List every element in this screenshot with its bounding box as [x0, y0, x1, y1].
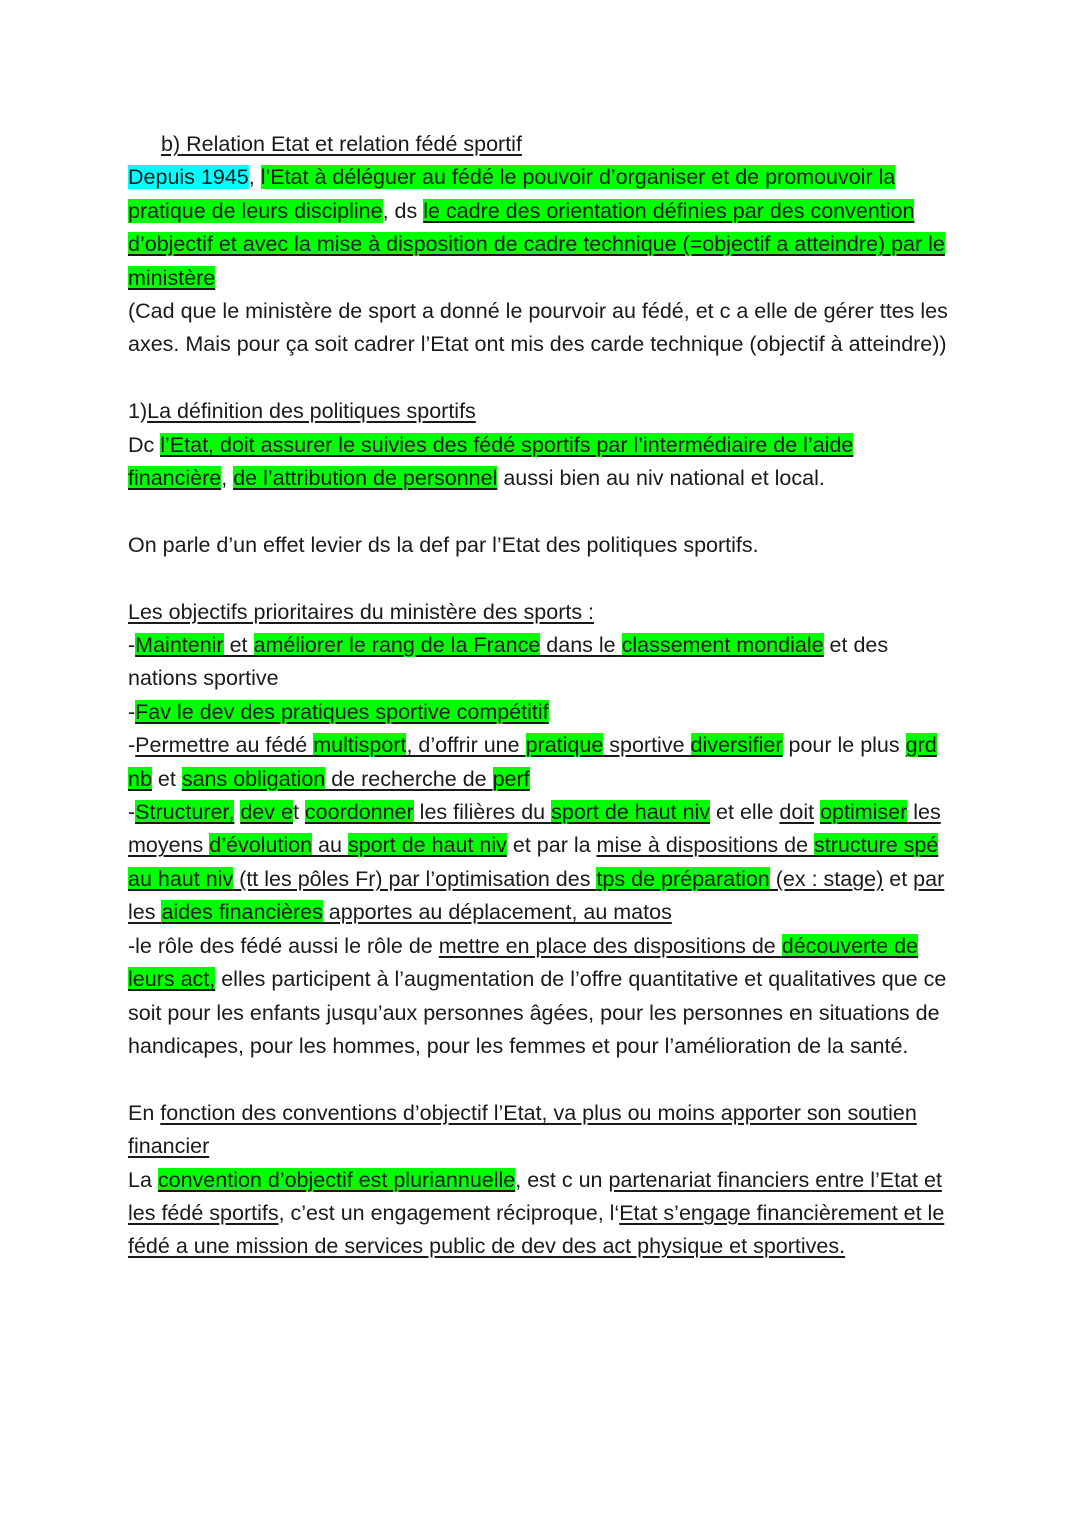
highlighted-text: Depuis 1945 — [128, 165, 249, 190]
blank-line — [128, 1063, 958, 1096]
text-run: et — [883, 866, 914, 891]
text-run: doit — [779, 800, 815, 825]
highlighted-text: sans obligation — [181, 766, 326, 791]
paragraph — [128, 696, 958, 729]
highlighted-text: perf — [492, 766, 530, 791]
text-run: partenariat financiers entre l’Etat et les fédé sportifs — [128, 1167, 942, 1225]
paragraph — [128, 161, 958, 295]
section-heading — [128, 128, 958, 161]
text-run: et par la — [506, 833, 597, 858]
blank-line — [128, 495, 958, 528]
text-run: On parle d’un effet levier ds la def par l’Etat des politiques sportifs. — [128, 532, 759, 557]
highlighted-text: de l’attribution de personnel — [233, 466, 498, 491]
text-run: 1) — [128, 399, 148, 424]
text-run: les filières du — [413, 800, 552, 825]
highlighted-text: grd nb — [128, 733, 937, 791]
paragraph — [128, 529, 958, 562]
text-run: - — [128, 733, 136, 758]
text-run: En — [128, 1100, 161, 1125]
paragraph — [128, 596, 958, 629]
text-run: dans le — [540, 633, 622, 658]
paragraph — [128, 429, 958, 496]
text-run: - — [128, 633, 136, 658]
text-run: (tt les pôles Fr) par l’optimisation des — [233, 866, 597, 891]
paragraph — [128, 1164, 958, 1264]
blank-line — [128, 362, 958, 395]
text-run: et — [151, 766, 182, 791]
text-run: par les — [128, 866, 945, 925]
highlighted-text: l’Etat, doit assurer le suivies des fédé sportifs par l’intermédiaire de l’aide financière — [128, 432, 854, 491]
text-run: de recherche de — [325, 766, 493, 791]
highlighted-text: structure spé au haut niv — [128, 833, 939, 891]
highlighted-text: coordonner — [304, 800, 414, 825]
document-page — [128, 128, 958, 1264]
text-run: sportive — [603, 733, 691, 758]
text-run: - — [128, 800, 136, 825]
text-run: apportes au déplacement, au matos — [322, 900, 672, 925]
text-run: elles participent à l’augmentation de l’offre quantitative et qualitatives que ce soit pour les enfants jusqu’aux personnes âgées, pour les personnes en situations de handicapes, pour les hommes, pour les femmes et pour l’amélioration de la santé. — [128, 967, 947, 1058]
text-run: , — [221, 466, 234, 491]
text-run: t — [292, 800, 305, 825]
text-run: au — [312, 833, 348, 858]
paragraph — [128, 295, 958, 362]
text-run: les moyens — [128, 800, 941, 858]
text-run: , d’offrir une — [406, 733, 526, 758]
paragraph — [128, 930, 958, 1064]
paragraph — [128, 395, 958, 428]
highlighted-text: pratique — [525, 733, 604, 758]
highlighted-text: améliorer le rang de la France — [253, 633, 541, 658]
text-run: mise à dispositions de — [596, 833, 815, 858]
text-run: , — [248, 165, 261, 190]
text-run: pour le plus — [782, 733, 906, 758]
highlighted-text: dev e — [240, 800, 293, 825]
highlighted-text: convention d’objectif est pluriannuelle — [157, 1167, 516, 1192]
highlighted-text: Structurer, — [135, 800, 235, 825]
highlighted-text: tps de préparation — [596, 866, 770, 891]
text-run: aussi bien au niv national et local. — [497, 466, 825, 491]
text-run: La définition des politiques sportifs — [147, 399, 476, 424]
highlighted-text: aides financières — [161, 900, 323, 925]
text-run: Etat s’engage financièrement et le fédé a une mission de services public de dev des act physique et sportives. — [128, 1200, 945, 1259]
highlighted-text: Fav le dev des pratiques sportive compétitif — [135, 699, 549, 724]
text-run: , ds — [382, 198, 424, 223]
text-run: (ex : stage) — [769, 866, 884, 891]
text-run: et elle — [710, 800, 780, 825]
highlighted-text: sport de haut niv — [551, 800, 711, 825]
text-run: -le rôle des fédé aussi le rôle de — [128, 933, 439, 958]
text-run: fonction des conventions d’objectif l’Etat, va plus ou moins apporter son soutien financier — [128, 1100, 917, 1159]
text-run: b) Relation Etat et relation fédé sportif — [161, 132, 522, 156]
text-run: Les objectifs prioritaires du ministère des sports : — [128, 599, 595, 624]
highlighted-text: l’Etat à déléguer au fédé le pouvoir d’organiser et de promouvoir la pratique de leurs discipline — [128, 165, 896, 223]
text-run: - — [128, 699, 136, 724]
text-run: Dc — [128, 432, 161, 457]
highlighted-text: d’évolution — [209, 833, 313, 858]
text-run: , est c un — [515, 1167, 609, 1192]
highlighted-text: le cadre des orientation définies par des convention d’objectif et avec la mise à disposition de cadre technique (=objectif a atteindre) par le ministère — [128, 198, 945, 290]
paragraph — [128, 1097, 958, 1164]
text-run: (Cad que le ministère de sport a donné le pourvoir au fédé, et c a elle de gérer ttes les axes. Mais pour ça soit cadrer l’Etat ont mis des carde technique (objectif à atteindre)) — [128, 299, 948, 357]
paragraph — [128, 629, 958, 696]
text-run: et des nations sportive — [128, 633, 889, 691]
text-run: mettre en place des dispositions de — [438, 933, 782, 958]
text-run: et — [223, 633, 254, 658]
text-run: Permettre au fédé — [135, 733, 314, 758]
paragraph — [128, 729, 958, 796]
paragraph — [128, 796, 958, 930]
highlighted-text: classement mondiale — [621, 633, 824, 658]
highlighted-text: optimiser — [820, 800, 908, 825]
highlighted-text: découverte de leurs act, — [128, 933, 919, 992]
highlighted-text: multisport — [313, 733, 407, 758]
highlighted-text: sport de haut niv — [347, 833, 507, 858]
highlighted-text: Maintenir — [135, 633, 224, 658]
blank-line — [128, 562, 958, 595]
highlighted-text: diversifier — [690, 733, 783, 758]
text-run: La — [128, 1167, 158, 1192]
text-run: , c’est un engagement réciproque, l‘ — [278, 1200, 620, 1225]
